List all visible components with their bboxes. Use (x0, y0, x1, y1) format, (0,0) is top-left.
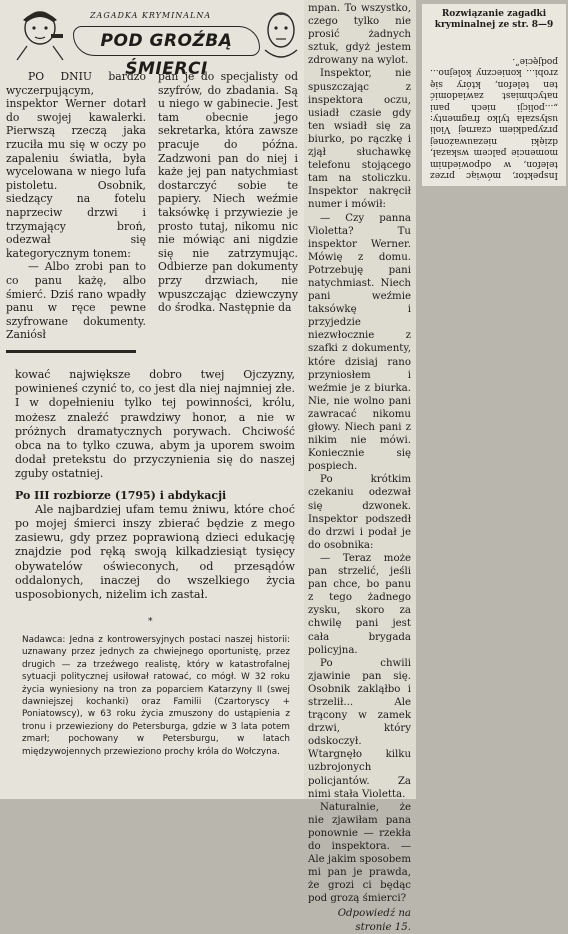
story-column-right (158, 70, 298, 315)
history-paragraph: Ale najbardziej ufam temu żniwu, które choć po mojej śmierci inszy zbierać będzie z mego zasiewu, gdy przez poprawioną dzieci edukację znajdzie pod ręką swoją kilkadziesiąt tysięcy obywatelów oświeconych, od przesądów oddalonych, inaczej do wszelkiego życia usposobionych, niżelim ich zastał. (15, 502, 295, 602)
detective-icon (13, 8, 69, 62)
history-subheading: Po III rozbiorze (1795) i abdykacji (15, 488, 227, 502)
history-paragraph: kować największe dobro twej Ojczyzny, powinieneś czynić to, co jest dla niej najmniej złe. I w dopełnieniu tylko tej powinności, królu, możesz znaleźć prawdziwy honor, a nie w próżnych dramatycznych porywach. Chciwość obca na to tylko czuwa, abym ja uporem swoim dodał pretekstu do przyczynienia się do naszej zguby ostatniej. (15, 368, 295, 481)
continuation-paragraph: — Teraz może pan strzelić, jeśli pan chce, bo panu z tego żadnego zysku, skoro za chwilę pani jest cała brygada policyjna. (308, 552, 411, 656)
separator-star: * (148, 617, 153, 627)
story-header (5, 2, 307, 79)
historical-quote (15, 368, 295, 602)
story-column-left (6, 70, 146, 342)
story-paragraph: pan je do specjalisty od szyfrów, do zbadania. Są u niego w gabinecie. Jest tam obecnie jego sekretarka, która zawsze pracuje do późna. Zadzwoni pan do niej i każe jej pan natychmiast dostarczyć sobie te papiery. Niech weźmie taksówkę i przywiezie je prosto tutaj, nikomu nic nie mówiąc ani nigdzie się nie zatrzymując. Odbierze pan dokumenty przy drzwiach, nie wpuszczając dziewczyny do środka. Następnie da (158, 70, 298, 315)
sender-note: Nadawca: Jedna z kontrowersyjnych postaci naszej historii: uznawany przez jednych za chwiejnego oportunistę, przez drugich — za trzeźwego realistę, który w katastrofalnej sytuacji politycznej usiłował ratować, co mógł. W 32 roku życia wyniesiony na tron za poparciem Katarzyny II (swej dawniejszej kochanki) oraz Familii (Czartoryscy + Poniatowscy), w 63 roku życia zmuszony do ustąpienia z tronu i przewieziony do Petersburga, gdzie w 3 lata potem zmarł; pochowany w Petersburgu, w latach międzywojennych przewieziono prochy króla do Wołczyna. (22, 635, 290, 757)
continuation-paragraph: Po chwili zjawinie pan się. Osobnik zakląłbo i strzelił... Ale trącony w zamek drzwi, który odskoczył. Wtargnęło kilku uzbrojonych policjantów. Za nimi stała Violetta. (308, 657, 411, 800)
story-paragraph: PO DNIU bardzo wyczerpującym, inspektor Werner dotarł do swojej kawalerki. Pierwszą rzeczą jaka rzuciła mu się w oczy po zapaleniu światła, była wycelowana w niego lufa pistoletu. Osobnik, siedzący na fotelu naprzeciw drzwi i trzymający broń, odezwał się kategorycznym tonem: (6, 70, 146, 260)
continuation-paragraph: Inspektor, nie spuszczając z inspektora oczu, usiadł czasie gdy ten wsiadł się za biurko, po rączkę i zjął słuchawkę telefonu stojącego tam na stoliczku. Inspektor nakręcił numer i mówił: (308, 68, 411, 211)
continuation-paragraph: Po krótkim czekaniu odezwał się dzwonek. Inspektor podszedł do drzwi i podał je do osobnika: (308, 474, 411, 551)
story-continuation (304, 0, 414, 933)
solution-text-upside-down: Inspektor, mówiąc przez telefon, w odpowiednim momencie palcem wskazał, dzięki niezauważonej przypadkiem czarnej Violi usłyszała tylko fragmenty: „...policji niech pani natychmiast zawiadomić ten telefon, który się zrobi... konieczny kolejno... podjęcie”. (430, 55, 558, 180)
solution-heading: Rozwiązanie zagadki kryminalnej ze str. 8—9 (434, 9, 554, 31)
solution-box (424, 6, 564, 184)
continuation-paragraph: mpan. To wszystko, czego tylko nie prosić żadnych sztuk, gdyż jestem zdrowany na wylot. (308, 3, 411, 67)
series-label: ZAGADKA KRYMINALNA (90, 11, 212, 20)
section-divider (6, 350, 136, 353)
suspect-icon (257, 6, 305, 64)
continuation-paragraph: — Czy panna Violetta? Tu inspektor Werner. Mówię z domu. Potrzebuję pani natychmiast. Niech pani weźmie taksówkę i przyjedzie niezwłocznie z szafki z dokumenty, które dzisiaj rano przyniosłem i weźmie je z biurka. Nie, nie wolno pani zawracać nikomu głowy. Niech pani z nikim nie mówi. Koniecznie się pospiech. (308, 212, 411, 473)
story-paragraph: — Albo zrobi pan to co panu każę, albo śmierć. Dziś rano wpadły panu w ręce pewne szyfrowane dokumenty. Zaniósł (6, 260, 146, 342)
continuation-paragraph: Naturalnie, że nie zjawiłam pana ponownie — rzekła do inspektora. — Ale jakim sposobem mi pan je prawda, że grozi ci będąc pod grozą śmierci? (308, 801, 411, 905)
story-title: POD GROŹBĄ ŚMIERCI (73, 26, 260, 56)
answer-reference: Odpowiedź na stronie 15. (337, 908, 411, 933)
